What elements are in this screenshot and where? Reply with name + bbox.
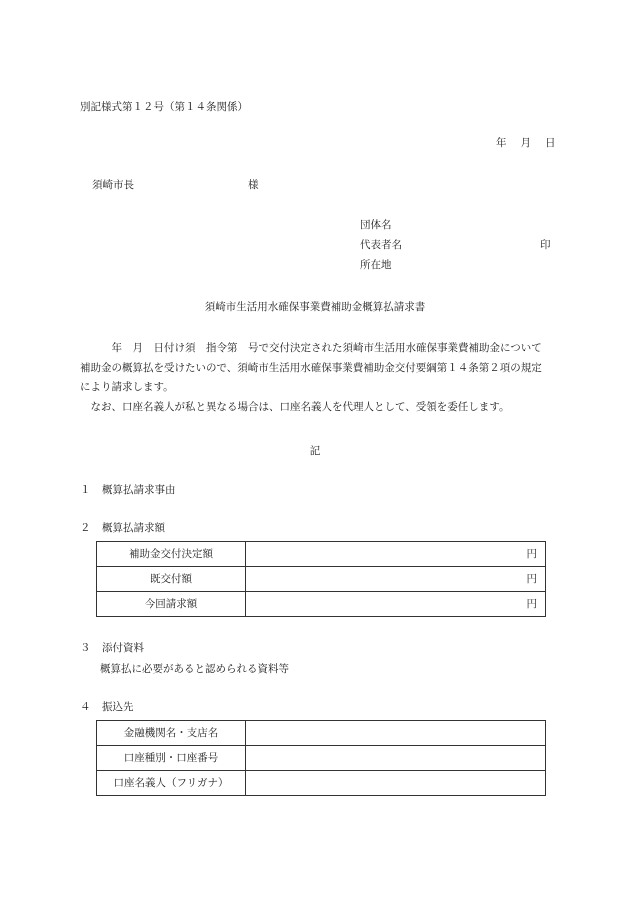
section-4-heading [80, 702, 134, 713]
address-label: 所在地 [360, 259, 392, 271]
ki-heading: 記 [309, 445, 321, 457]
section-1-number: １ [80, 484, 91, 496]
date-month: 月 [520, 137, 531, 149]
body-paragraph-1: 年 月 日付け須 指令第 号で交付決定された須崎市生活用水確保事業費補助金について補助金の概算払を受けたいので、須崎市生活用水確保事業費補助金交付要綱第１４条第２項の規定により請求します。 [80, 342, 542, 393]
attachment-note: 概算払に必要があると認められる資料等 [100, 663, 289, 675]
seal-mark: 印 [540, 239, 551, 251]
section-1-title: 概算払請求事由 [102, 484, 176, 496]
bank-table [96, 720, 546, 796]
table-row [97, 567, 546, 592]
section-2-title: 概算払請求額 [102, 522, 165, 534]
addressee-name: 須崎市長 [92, 179, 134, 191]
group-name-label: 団体名 [360, 219, 392, 231]
amount-table [96, 541, 546, 617]
form-label: 別記様式第１２号（第１４条関係） [80, 101, 248, 113]
amount-label: 今回請求額 [97, 592, 246, 617]
table-row [97, 746, 546, 771]
document-title: 須崎市生活用水確保事業費補助金概算払請求書 [204, 301, 426, 313]
bank-label: 金融機関名・支店名 [97, 721, 246, 746]
section-4-number: ４ [80, 701, 91, 713]
section-3-title: 添付資料 [102, 642, 144, 654]
amount-value-field[interactable]: 円 [246, 542, 546, 567]
bank-label: 口座種別・口座番号 [97, 746, 246, 771]
section-3-heading [80, 643, 144, 654]
table-row [97, 771, 546, 796]
section-2-number: ２ [80, 522, 91, 534]
table-row [97, 592, 546, 617]
body-paragraph-2: なお、口座名義人が私と異なる場合は、口座名義人を代理人として、受領を委任します。 [80, 400, 510, 413]
section-4-title: 振込先 [102, 701, 134, 713]
date-line [496, 138, 556, 149]
amount-value-field[interactable]: 円 [246, 592, 546, 617]
section-2-heading [80, 523, 165, 534]
date-day: 日 [545, 137, 556, 149]
representative-label: 代表者名 [360, 239, 402, 251]
body-text [80, 339, 552, 417]
amount-label: 補助金交付決定額 [97, 542, 246, 567]
bank-value-field[interactable] [246, 746, 546, 771]
amount-value-field[interactable]: 円 [246, 567, 546, 592]
bank-value-field[interactable] [246, 771, 546, 796]
date-year: 年 [496, 137, 507, 149]
table-row [97, 542, 546, 567]
addressee-honorific: 様 [248, 179, 259, 191]
bank-label: 口座名義人（フリガナ） [97, 771, 246, 796]
table-row [97, 721, 546, 746]
bank-value-field[interactable] [246, 721, 546, 746]
amount-label: 既交付額 [97, 567, 246, 592]
section-3-number: ３ [80, 642, 91, 654]
section-1-heading [80, 485, 176, 496]
